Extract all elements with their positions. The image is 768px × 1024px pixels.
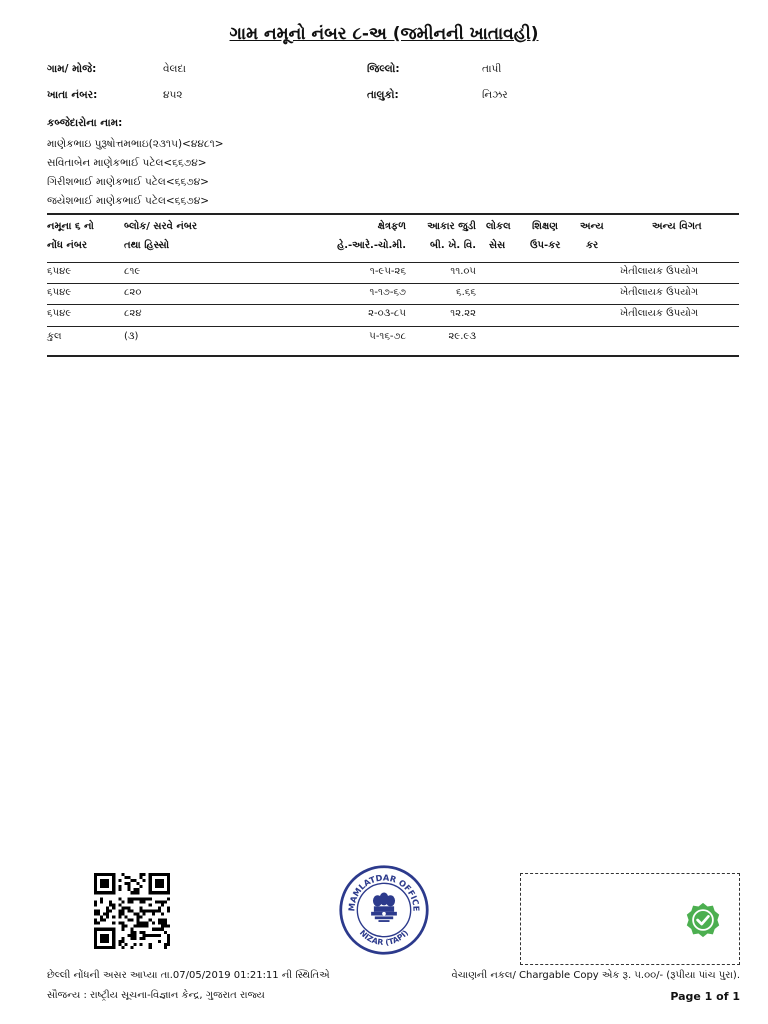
header-entry: નમૂના ૬ નો	[47, 221, 94, 232]
owner-name: જયેશભાઈ માણેકભાઈ પટેલ<૬૬૭૪>	[47, 195, 210, 207]
cell-remark: ખેતીલાયક ઉપયોગ	[620, 266, 699, 277]
table-bottom-rule	[47, 355, 739, 357]
cell-assessment: ૧૨.૨૨	[450, 308, 476, 319]
footer-status-date: છેલ્લી નોંધની અસર આપ્યા તા.07/05/2019 01:21:11 ની સ્થિતિએ	[47, 970, 330, 981]
cell-area: ૧-૧૭-૬૭	[369, 287, 406, 298]
footer-copy-fee: વેચાણની નકલ/ Chargable Copy એક રૂ. ૫.૦૦/- (રૂપીયા પાંચ પુરા).	[451, 970, 740, 981]
table-header-rule	[47, 262, 739, 263]
cell-area: ૧-૯૫-૨૬	[369, 266, 406, 277]
verified-check-icon	[685, 902, 721, 938]
district-label: જિલ્લો:	[367, 63, 400, 75]
footer-courtesy: સૌજન્ય : રાષ્ટ્રીય સૂચના-વિજ્ઞાન કેન્દ્ર, ગુજરાત રાજ્ય	[47, 990, 265, 1001]
seal-top-text: MAMLATDAR OFFICE	[346, 872, 422, 912]
owner-name: માણેકભાઇ પુરૂષોત્તમભાઇ(૨૩૧૫)<૪૪૮૧>	[47, 138, 224, 150]
account-value: ૪૫૨	[163, 89, 183, 101]
header-education-cess: શિક્ષણ	[532, 221, 558, 232]
table-top-rule	[47, 213, 739, 215]
header-area: ક્ષેત્રફળ	[377, 221, 406, 232]
header-survey: બ્લોક/ સરવે નંબર	[124, 221, 198, 232]
cell-area: ૨-૦૩-૮૫	[368, 308, 406, 319]
header-other-tax: કર	[586, 240, 599, 251]
header-entry: નોંધ નંબર	[47, 240, 88, 251]
cell-entry: ૬૫૪૯	[47, 287, 72, 298]
header-education-cess: ઉપ-કર	[530, 240, 561, 251]
seal-bottom-text: NIZAR (TAPI)	[357, 928, 411, 948]
district-value: તાપી	[482, 63, 502, 75]
taluka-label: તાલુકો:	[367, 89, 399, 101]
page-title: ગામ નમૂનો નંબર ૮-અ (જમીનની ખાતાવહી)	[229, 24, 539, 44]
cell-assessment: ૧૧.૦૫	[450, 266, 476, 277]
header-local-cess: સેસ	[489, 240, 506, 251]
header-other-tax: અન્ય	[580, 221, 604, 232]
row-rule	[47, 304, 739, 305]
village-value: વેલદા	[163, 63, 186, 75]
account-label: ખાતા નંબર:	[47, 89, 98, 101]
total-label: કુલ	[47, 331, 62, 342]
svg-text:NIZAR (TAPI)	[358, 928, 410, 947]
owner-name: સવિતાબેન માણેકભાઈ પટેલ<૬૬૭૪>	[47, 157, 207, 169]
owner-name: ગિરીશભાઈ માણેકભાઈ પટેલ<૬૬૭૪>	[47, 176, 209, 188]
total-assessment: ૨૯.૯૩	[448, 331, 476, 342]
row-rule	[47, 283, 739, 284]
cell-remark: ખેતીલાયક ઉપયોગ	[620, 308, 699, 319]
header-assessment: બી. ખે. વિ.	[430, 240, 476, 251]
qr-code-icon	[94, 873, 170, 949]
header-area: હે.-આરે.-ચો.મી.	[337, 240, 406, 251]
cell-remark: ખેતીલાયક ઉપયોગ	[620, 287, 699, 298]
header-survey: તથા હિસ્સો	[124, 240, 170, 251]
owners-heading: કબ્જેદારોના નામ:	[47, 117, 123, 129]
emblem-seal-icon	[338, 864, 430, 956]
cell-survey: ૮૨૪	[124, 308, 142, 319]
cell-survey: ૮૨૦	[124, 287, 142, 298]
village-label: ગામ/ મોજે:	[47, 63, 97, 75]
header-other-details: અન્ય વિગત	[652, 221, 702, 232]
cell-assessment: ૬.૬૬	[456, 287, 476, 298]
header-local-cess: લોકલ	[486, 221, 511, 232]
header-assessment: આકાર જુડી	[427, 221, 476, 232]
total-area: ૫-૧૬-૭૮	[369, 331, 406, 342]
page-number: Page 1 of 1	[670, 990, 740, 1003]
digital-signature-box	[520, 873, 740, 965]
cell-survey: ૮૧૯	[124, 266, 141, 277]
cell-entry: ૬૫૪૯	[47, 308, 72, 319]
cell-entry: ૬૫૪૯	[47, 266, 72, 277]
taluka-value: નિઝર	[482, 89, 508, 101]
row-rule	[47, 326, 739, 327]
total-count: (૩)	[124, 331, 139, 342]
